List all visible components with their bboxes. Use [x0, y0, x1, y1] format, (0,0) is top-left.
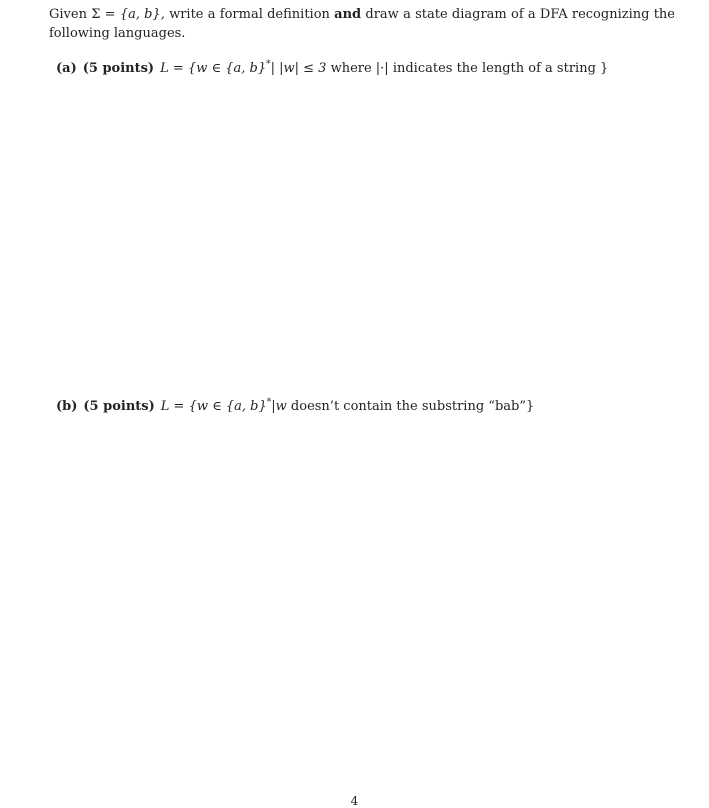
word-of: of	[511, 7, 524, 22]
word-a-1: a	[207, 7, 216, 22]
word-definition: definition	[267, 7, 330, 22]
word-a-3: a	[527, 7, 536, 22]
problem-b-kleene-star: *	[266, 397, 272, 408]
word-dfa: DFA	[539, 7, 568, 22]
problem-a-equals: =	[172, 61, 184, 76]
word-formal: formal	[219, 7, 263, 22]
problem-a-where-text: where |·| indicates the length of a string }	[330, 61, 609, 76]
word-and-bold: and	[334, 7, 362, 22]
problem-b-equals: =	[173, 399, 185, 414]
problem-a	[56, 59, 608, 78]
instructions-line-2: following languages.	[49, 26, 186, 41]
instructions-paragraph	[49, 5, 675, 43]
word-state: state	[415, 7, 448, 22]
word-write: write	[169, 7, 204, 22]
problem-b-rest-text: doesn’t contain the substring “bab”}	[290, 399, 535, 414]
instructions-line-1	[49, 5, 675, 24]
problem-b	[56, 397, 534, 416]
problem-a-label: (a)	[56, 61, 77, 76]
problem-b-language-symbol: L	[160, 399, 170, 414]
equals-sign: =	[104, 7, 116, 22]
word-diagram: diagram	[451, 7, 507, 22]
sigma-symbol: Σ	[91, 7, 101, 22]
problem-b-condition: |w	[271, 399, 287, 414]
page-number: 4	[350, 794, 359, 808]
problem-b-set-open: {w ∈ {a, b}	[188, 399, 267, 414]
word-given: Given	[49, 7, 87, 22]
problem-b-label: (b)	[56, 399, 78, 414]
problem-a-language-symbol: L	[160, 61, 169, 76]
word-a-2: a	[403, 7, 411, 22]
problem-b-points: (5 points)	[83, 399, 155, 414]
problem-a-condition: | |w| ≤ 3	[270, 61, 327, 76]
problem-a-kleene-star: *	[266, 59, 271, 70]
problem-a-points: (5 points)	[82, 61, 155, 76]
problem-a-set-open: {w ∈ {a, b}	[187, 61, 267, 76]
alphabet-set: {a, b},	[119, 7, 165, 22]
word-draw: draw	[365, 7, 399, 22]
word-recognizing: recognizing	[571, 7, 650, 22]
word-the: the	[653, 7, 675, 22]
